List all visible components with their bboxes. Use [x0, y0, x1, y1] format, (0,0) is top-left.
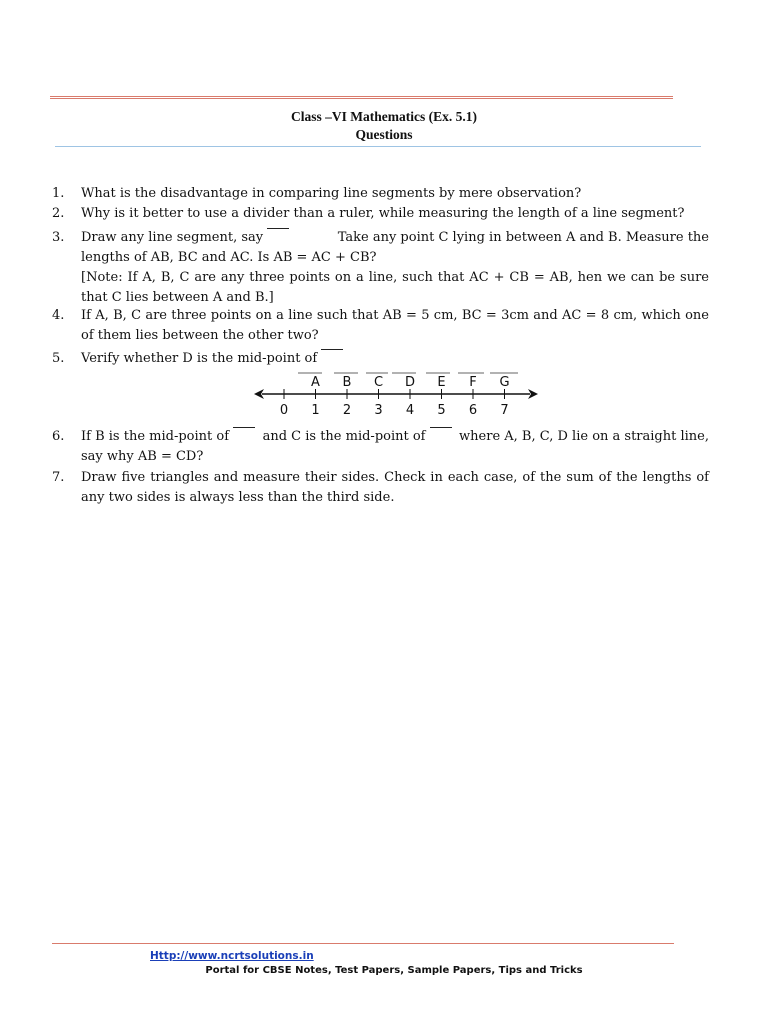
question-text: If A, B, C are three points on a line such that AB = 5 cm, BC = 3cm and AC = 8 cm, which one of them lies between the other two?	[81, 308, 709, 343]
question-number: 6.	[52, 429, 65, 444]
tick-label: 2	[342, 403, 352, 418]
question-text: Take any point C lying in between A and B. Measure the	[337, 230, 709, 245]
tick-label: 5	[437, 403, 446, 418]
tick-label: 1	[311, 403, 320, 418]
question-2	[52, 204, 709, 224]
tick-label: 6	[468, 403, 478, 418]
question-text: Draw five triangles and measure their sides. Check in each case, of the sum of the lengths of any two sides is always less than the third side.	[81, 470, 709, 505]
question-number: 5.	[52, 351, 65, 366]
page-title: Class –VI Mathematics (Ex. 5.1)	[291, 109, 477, 124]
question-number: 3.	[52, 230, 65, 245]
question-text: Verify whether D is the mid-point of	[81, 351, 318, 366]
question-number: 7.	[52, 470, 65, 485]
footer-website-link[interactable]: Http://www.ncrtsolutions.in	[150, 950, 314, 962]
question-6	[52, 427, 709, 467]
footer-tagline: Portal for CBSE Notes, Test Papers, Sample Papers, Tips and Tricks	[205, 965, 583, 976]
question-4	[52, 306, 709, 346]
point-label: G	[499, 375, 510, 390]
segment-overline	[233, 427, 255, 442]
point-label: C	[373, 375, 384, 390]
page-subtitle: Questions	[355, 127, 413, 142]
question-number: 1.	[52, 186, 65, 201]
top-double-rule	[50, 96, 673, 99]
point-label: B	[342, 375, 352, 390]
point-label: E	[437, 375, 446, 390]
question-number: 2.	[52, 206, 65, 221]
question-text: If B is the mid-point of	[81, 429, 230, 444]
question-number: 4.	[52, 308, 65, 323]
point-label: A	[311, 375, 320, 390]
tick-label: 3	[374, 403, 383, 418]
number-line-figure	[250, 370, 540, 420]
point-label: D	[404, 375, 416, 390]
question-text: say why AB = CD?	[81, 449, 204, 464]
point-label: F	[469, 375, 477, 390]
question-7	[52, 468, 709, 508]
question-text: where A, B, C, D lie on a straight line,	[459, 429, 709, 444]
question-text: and C is the mid-point of	[262, 429, 426, 444]
question-text: Draw any line segment, say	[81, 230, 264, 245]
question-text: Why is it better to use a divider than a ruler, while measuring the length of a line segment?	[81, 206, 685, 221]
question-5	[52, 349, 709, 369]
segment-overline	[267, 228, 289, 243]
tick-label: 4	[405, 403, 415, 418]
question-note: [Note: If A, B, C are any three points on a line, such that AC + CB = AB, hen we can be sure that C lies between A and B.]	[81, 270, 709, 305]
tick-label: 0	[279, 403, 289, 418]
question-3	[52, 228, 709, 308]
title-divider	[55, 146, 701, 147]
segment-overline	[321, 349, 343, 364]
question-text: lengths of AB, BC and AC. Is AB = AC + CB?	[81, 250, 377, 265]
tick-label: 7	[500, 403, 509, 418]
segment-overline	[430, 427, 452, 442]
footer-divider	[52, 943, 674, 944]
question-1	[52, 184, 709, 204]
question-text: What is the disadvantage in comparing line segments by mere observation?	[81, 186, 582, 201]
